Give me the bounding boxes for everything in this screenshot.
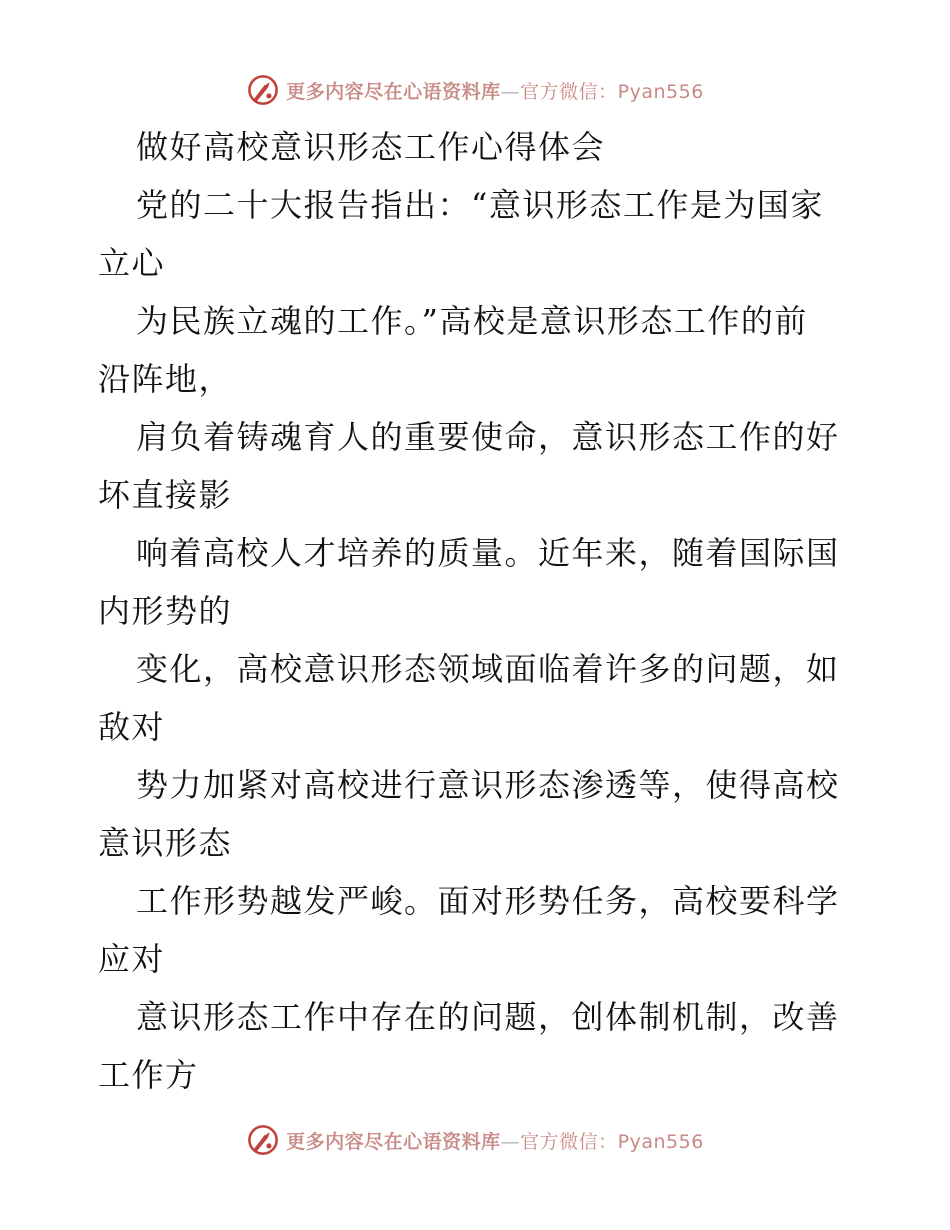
header-banner-dash: — [500, 80, 521, 103]
header-banner-contact: 官方微信：Pyan556 [520, 80, 704, 103]
header-banner [0, 70, 950, 110]
header-banner-text [286, 77, 704, 104]
paragraph-line: 变化，高校意识形态领域面临着许多的问题，如 [136, 650, 840, 688]
footer-banner-text [286, 1127, 704, 1154]
footer-banner-dash: — [500, 1130, 521, 1153]
header-banner-main: 更多内容尽在心语资料库 [286, 80, 501, 103]
paragraph-line: 响着高校人才培养的质量。近年来，随着国际国 [136, 534, 840, 572]
paragraph-line: 为民族立魂的工作。”高校是意识形态工作的前 [136, 302, 808, 340]
paragraph-line: 意识形态工作中存在的问题，创体制机制，改善 [136, 998, 840, 1036]
footer-banner-contact: 官方微信：Pyan556 [520, 1130, 704, 1153]
paragraph-line: 党的二十大报告指出：“意识形态工作是为国家 [136, 186, 824, 224]
footer-banner [0, 1120, 950, 1160]
document-title: 做好高校意识形态工作心得体会 [136, 128, 606, 166]
paragraph-line: 应对 [98, 940, 166, 978]
paragraph-line: 内形势的 [98, 592, 233, 630]
paragraph-line: 沿阵地， [98, 360, 233, 398]
paragraph-line: 敌对 [98, 708, 166, 746]
paragraph-line: 肩负着铸魂育人的重要使命，意识形态工作的好 [136, 418, 840, 456]
paragraph-line: 坏直接影 [98, 476, 233, 514]
paragraph-line: 立心 [98, 244, 166, 282]
pen-logo-icon [246, 73, 280, 107]
document-body [98, 118, 858, 1104]
paragraph-line: 工作形势越发严峻。面对形势任务，高校要科学 [136, 882, 840, 920]
paragraph-line: 势力加紧对高校进行意识形态渗透等，使得高校 [136, 766, 840, 804]
footer-banner-main: 更多内容尽在心语资料库 [286, 1130, 501, 1153]
paragraph-line: 工作方 [98, 1056, 199, 1094]
pen-logo-icon [246, 1123, 280, 1157]
paragraph-line: 意识形态 [98, 824, 233, 862]
